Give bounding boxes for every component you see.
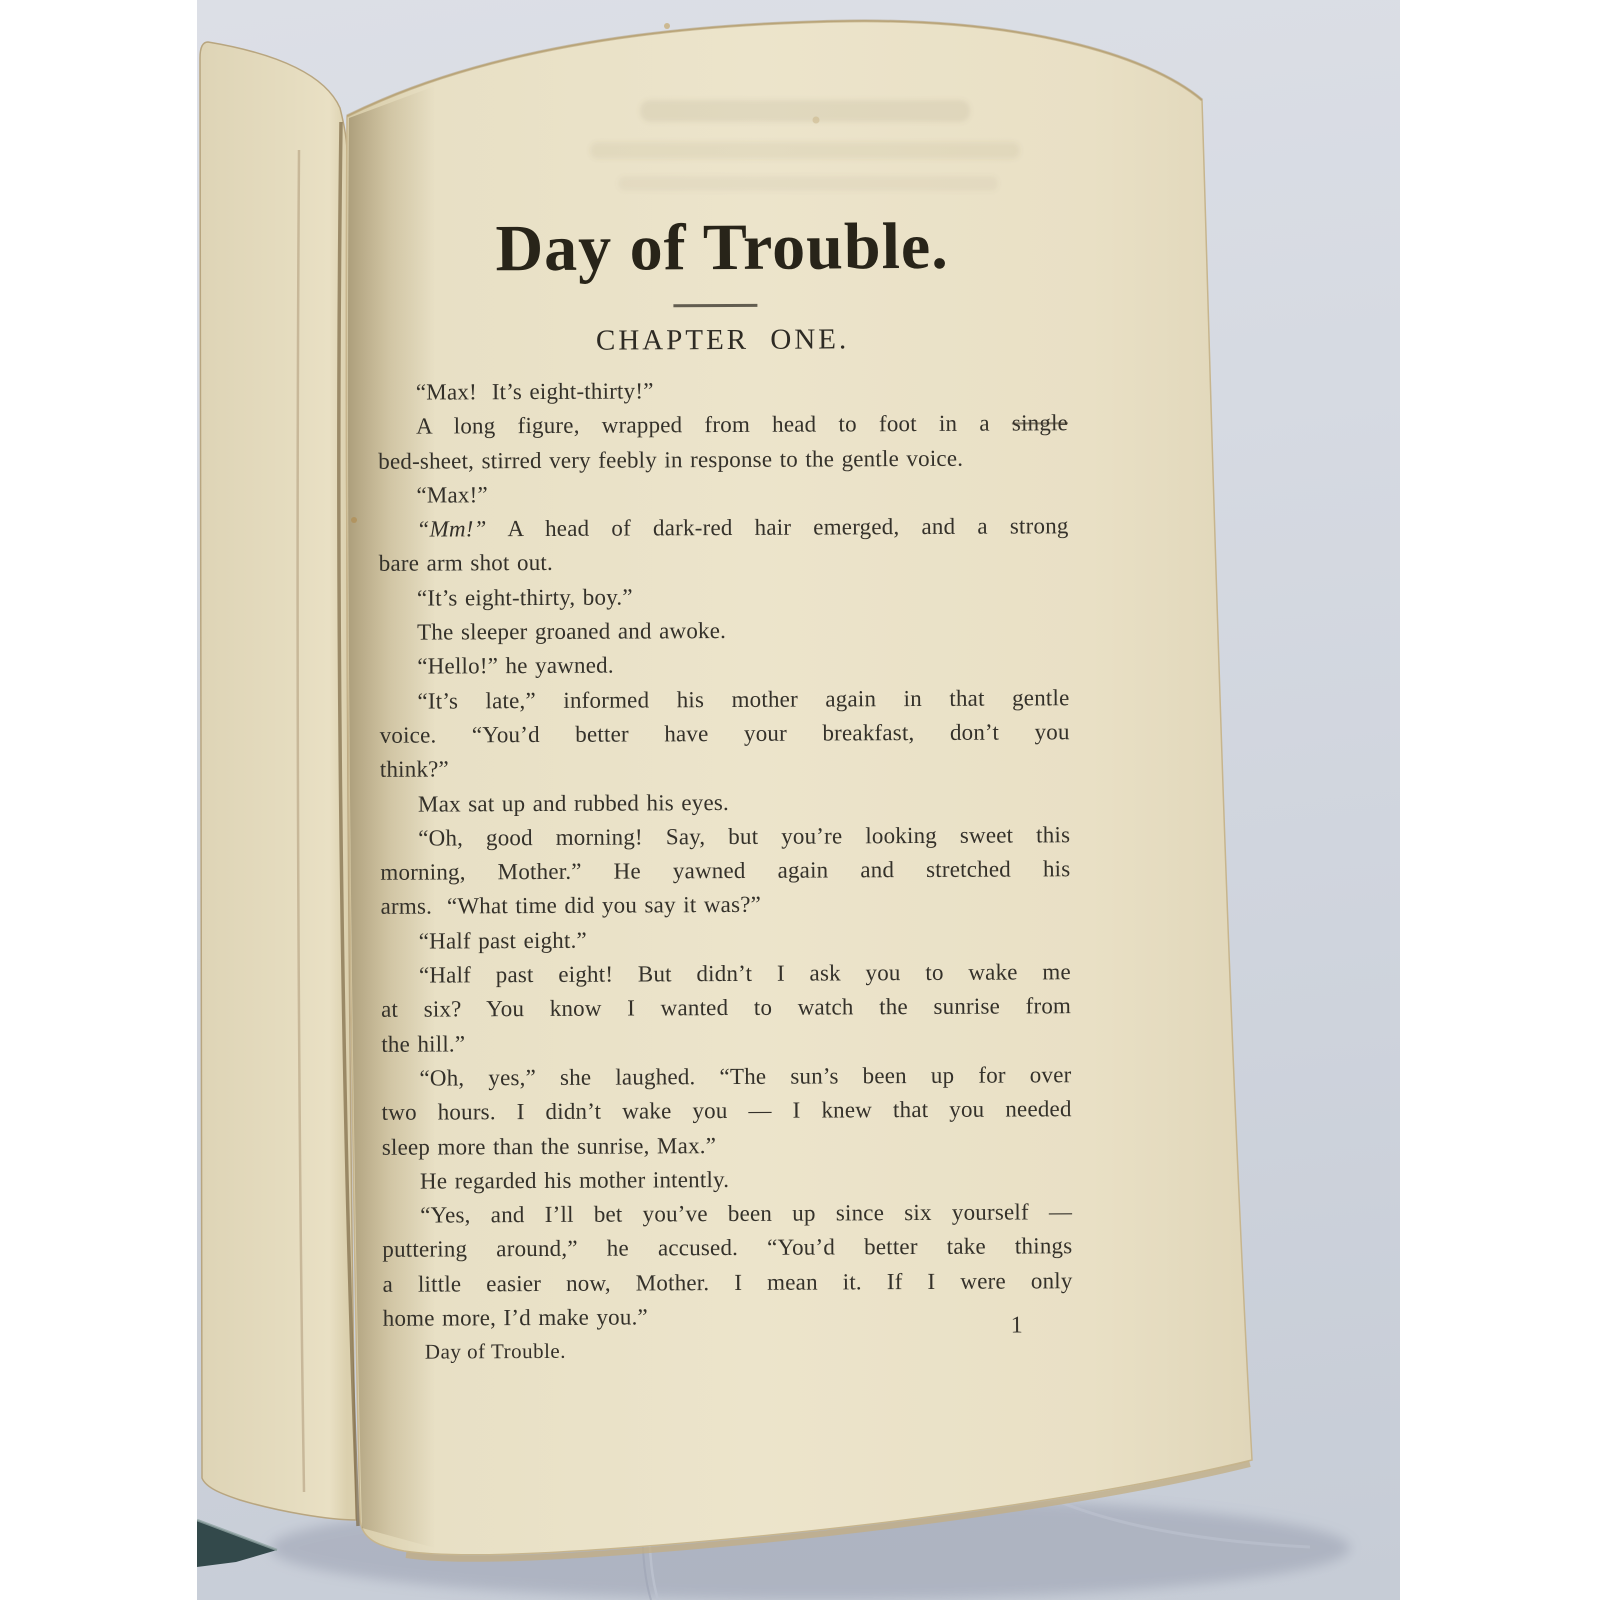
body-line-segment: “Oh, yes,” she laughed. “The sun’s been up for over [419,1062,1072,1091]
body-line [379,578,1069,616]
body-line-segment: “Max!” [416,482,488,508]
body-line-segment: sleep more than the sunrise, Max.” [381,1132,717,1160]
body-line-segment: “Hello!” he yawned. [417,652,614,679]
body-line-segment: “Half past eight! But didn’t I ask you to wake me [418,959,1071,988]
body-line-segment: home more, I’d make you.” [382,1304,648,1331]
body-line [378,372,1068,410]
page-title: Day of Trouble. [495,209,949,286]
body-line [380,715,1070,753]
body-line-segment: “Yes, and I’ll bet you’ve been up since six yourself — [420,1199,1073,1228]
body-line [378,509,1068,547]
body-line-segment: Max sat up and rubbed his eyes. [417,789,730,817]
body-line [381,990,1071,1028]
body-line [383,1298,1073,1336]
body-line [380,852,1070,890]
body-line-segment: The sleeper groaned and awoke. [417,618,727,645]
body-line [380,749,1070,787]
body-line-segment: “Oh, good morning! Say, but you’re looking sweet this [418,822,1071,851]
body-line [381,1058,1071,1096]
body-line-segment: bare arm shot out. [378,550,553,577]
body-line [378,475,1068,513]
body-line [379,612,1069,650]
book-cover-corner [197,1520,277,1567]
body-line [381,955,1071,993]
body-line-segment: two hours. I didn’t wake you — I knew that you needed [381,1096,1072,1126]
body-line [378,406,1068,444]
body-line [382,1161,1072,1199]
body-line-segment: single [1011,410,1069,436]
body-line [379,544,1069,582]
body-line-segment: “Mm!” [416,516,487,542]
body-line [382,1230,1072,1268]
body-line-segment: morning, Mother.” He yawned again and stretched his [380,856,1071,885]
body-line [382,1195,1072,1233]
page-content [376,0,1074,1600]
body-line-segment: He regarded his mother intently. [419,1166,730,1194]
body-line-segment: a little easier now, Mother. I mean it. If I were only [382,1267,1073,1297]
body-line-segment: at six? You know I wanted to watch the sunrise from [381,993,1072,1023]
body-line-segment: A long figure, wrapped from head to foot in a [415,410,1012,439]
body-line-segment: arms. “What time did you say it was?” [380,892,762,920]
body-line-segment: voice. “You’d better have your breakfast, don’t you [379,719,1070,748]
running-title: Day of Trouble. [424,1338,567,1364]
body-line [380,784,1070,822]
body-line-segment: think?” [379,756,450,783]
body-line-segment: “It’s late,” informed his mother again in that gentle [417,684,1070,714]
body-text [378,372,1073,1336]
body-line [382,1264,1072,1302]
body-line [379,681,1069,719]
body-line-segment: puttering around,” he accused. “You’d better take things [382,1233,1073,1263]
body-line [379,647,1069,685]
page-number: 1 [1010,1312,1023,1339]
body-line-segment: “It’s eight-thirty, boy.” [416,584,633,611]
body-line [380,887,1070,925]
body-line-segment: A head of dark-red hair emerged, and a strong [486,513,1069,542]
chapter-heading: CHAPTER ONE. [595,323,850,357]
body-line [380,818,1070,856]
body-line-segment: “Max! It’s eight-thirty!” [415,378,654,405]
title-rule [673,304,757,307]
book-photo [197,0,1400,1600]
body-line-segment: bed-sheet, stirred very feebly in response to the gentle voice. [378,445,964,474]
body-line [381,921,1071,959]
body-line-segment: “Half past eight.” [418,927,587,954]
body-line [382,1092,1072,1130]
body-line [382,1127,1072,1165]
body-line-segment: the hill.” [381,1031,466,1057]
body-line [381,1024,1071,1062]
left-page [200,42,356,1520]
body-line [378,441,1068,479]
